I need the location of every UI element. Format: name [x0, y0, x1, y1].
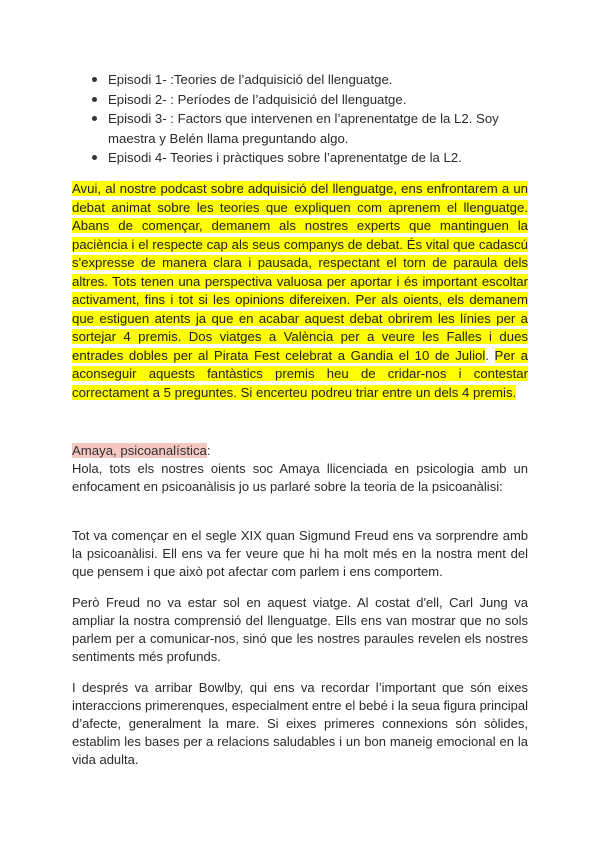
body-paragraph: Hola, tots els nostres oients soc Amaya llicenciada en psicologia amb un enfocament en psicoanàlisis jo us parlaré sobre la teoria de la psicoanàlisi: [72, 461, 528, 494]
intro-highlighted-text-2: Per a aconseguir aquests fantàstics premis heu de cridar-nos i contestar correctament a 5 preguntes. Si encerteu podreu triar entre un dels 4 premis. [72, 347, 529, 400]
body-paragraph: I després va arribar Bowlby, qui ens va recordar l’important que són eixes interaccions primerenques, especialment entre el bebé i la seua figura principal d’afecte, generalment la mare. Si eixes primeres connexions són sòlides, establim les bases per a relacions saludables i un bon maneig emocional en la vida adulta. [72, 680, 528, 767]
body-paragraph: Però Freud no va estar sol en aquest viatge. Al costat d'ell, Carl Jung va ampliar la nostra comprensió del llenguatge. Ells ens van mostrar que no sols parlem per a comunicar-nos, sinó que les nostres paraules revelen els nostres sentiments més profunds. [72, 595, 528, 664]
episode-list [108, 70, 528, 168]
body-paragraph: Tot va començar en el segle XIX quan Sigmund Freud ens va sorprendre amb la psicoanàlisi. Ell ens va fer veure que hi ha molt més en la nostra ment del que pensem i que això pot afectar com parlem i ens comportem. [72, 528, 528, 579]
episode-item: Episodi 2- : Períodes de l’adquisició del llenguatge. [108, 90, 528, 110]
episode-item: Episodi 1- :Teories de l’adquisició del llenguatge. [108, 70, 528, 90]
speaker-label [72, 442, 211, 460]
intro-highlighted-text: Avui, al nostre podcast sobre adquisició del llenguatge, ens enfrontarem a un debat animat sobre les teories que expliquen com aprenem el llenguatge. Abans de començar, demanem als nostres experts que mantinguen la paciència i el respecte cap als seus companys de debat. És vital que cadascú s'expresse de manera clara i pausada, respectant el torn de paraula dels altres. Tots tenen una perspectiva valuosa per aportar i és important escoltar activament, fins i tot si les opinions difereixen. Per als oients, els demanem que estiguen atents ja que en acabar aquest debat obrirem les línies per a sortejar 4 premis. Dos viatges a València per a veure les Falles i dues entrades dobles per al Pirata Fest celebrat a Gandia el 10 de Juliol [72, 181, 528, 363]
episode-item: Episodi 3- : Factors que intervenen en l’aprenentatge de la L2. Soy maestra y Belén llama preguntando algo. [108, 109, 528, 148]
intro-separator: . [485, 347, 495, 363]
speaker-colon: : [206, 443, 211, 458]
speaker-name: Amaya, psicoanalística [72, 443, 207, 458]
episode-item: Episodi 4- Teories i pràctiques sobre l’aprenentatge de la L2. [108, 148, 528, 168]
intro-paragraph [72, 180, 528, 402]
